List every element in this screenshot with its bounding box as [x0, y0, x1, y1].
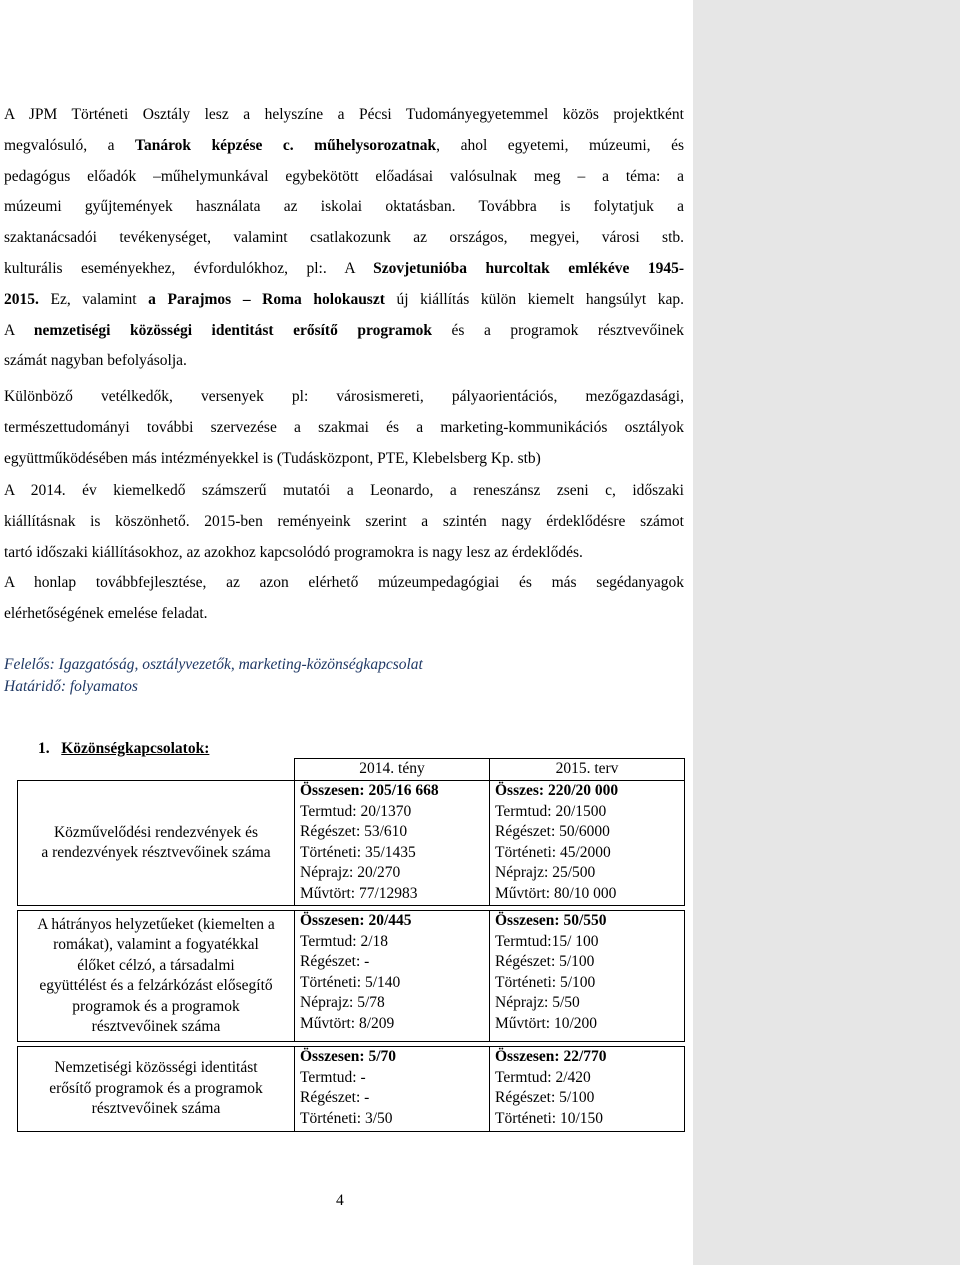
text-line: megvalósuló, a	[4, 136, 136, 154]
cell-2014	[295, 781, 490, 906]
text-line: elérhetőségének emelése feladat.	[4, 604, 208, 622]
paragraph-competitions	[4, 382, 684, 474]
text-line: Régészet: -	[300, 1089, 370, 1106]
text-line: Termtud: -	[300, 1068, 366, 1086]
row-description	[18, 781, 295, 906]
text-line: , ahol egyetemi, múzeumi, és	[436, 136, 684, 154]
text-line: A 2014. év kiemelkedő számszerű mutatói a Leonardo, a reneszánsz zseni c, időszaki	[4, 482, 684, 499]
text-line: Régészet: 5/100	[495, 953, 595, 970]
text-line: Művtört: 10/200	[495, 1014, 598, 1032]
text-line: a Parajmos – Roma holokauszt	[148, 290, 385, 308]
text-line: romákat), valamint a fogyatékkal	[53, 936, 259, 953]
text-line: Régészet: -	[300, 953, 370, 970]
text-line: múzeumi gyűjtemények használata az iskolai oktatásban. Továbbra is folytatjuk a	[4, 198, 684, 216]
row-description	[18, 911, 295, 1042]
text-line: a rendezvények résztvevőinek száma	[41, 844, 271, 861]
text-line: Tanárok képzése c. műhelysorozatnak	[135, 136, 437, 154]
text-line: Régészet: 50/6000	[495, 823, 610, 840]
text-line: A	[4, 321, 34, 339]
text-line: Történeti: 3/50	[300, 1109, 393, 1127]
table-header-row	[18, 759, 685, 781]
text-line: résztvevőinek száma	[91, 1100, 221, 1118]
text-line: Termtud: 2/420	[495, 1068, 591, 1086]
cell-2015	[490, 911, 685, 1042]
text-line: Művtört: 8/209	[300, 1014, 395, 1032]
text-line: Összesen: 205/16 668	[300, 782, 439, 799]
text-line: A hátrányos helyzetűeket (kiemelten a	[37, 915, 275, 933]
text-line: együttműködésében más intézményekkel is (Tudásközpont, PTE, Klebelsberg Kp. stb)	[4, 449, 541, 467]
text-line: nemzetiségi közösségi identitást erősítő programok	[33, 321, 432, 339]
section-title	[38, 740, 209, 758]
section-title-text: Közönségkapcsolatok:	[61, 740, 210, 757]
text-line	[4, 131, 684, 162]
paragraph-workshop	[4, 100, 684, 377]
text-line: Néprajz: 5/50	[495, 994, 580, 1011]
text-line: Nemzetiségi közösségi identitást	[54, 1059, 258, 1077]
header-2015: 2015. terv	[490, 759, 685, 781]
text-line: kiállításnak is köszönhető. 2015-ben reményeink szerint a szintén nagy érdeklődésre számot	[4, 512, 684, 530]
paragraph-2014-indicators	[4, 476, 684, 568]
text-line: Összes: 220/20 000	[495, 782, 619, 799]
text-line: tartó időszaki kiállításokhoz, az azokhoz kapcsolódó programokra is nagy lesz az érdeklődés.	[4, 543, 583, 561]
header-2014: 2014. tény	[295, 759, 490, 781]
text-line: Összesen: 5/70	[300, 1048, 397, 1065]
paragraph-website	[4, 568, 684, 630]
text-line: Termtud: 20/1500	[495, 802, 607, 820]
cell-2015	[490, 781, 685, 906]
text-line: A honlap továbbfejlesztése, az azon elérhető múzeumpedagógiai és más segédanyagok	[4, 574, 684, 591]
text-line: új kiállítás külön kiemelt hangsúlyt kap.	[384, 290, 684, 308]
text-line: Néprajz: 5/78	[300, 994, 385, 1011]
text-line: Néprajz: 20/270	[300, 864, 401, 881]
table-row	[18, 911, 685, 1042]
responsible-line: Felelős: Igazgatóság, osztályvezetők, marketing-közönségkapcsolat	[4, 656, 423, 673]
text-line: Szovjetunióba hurcoltak emlékéve 1945-	[373, 259, 684, 277]
text-line: Történeti: 5/100	[495, 973, 596, 991]
text-line: Ez, valamint	[38, 290, 149, 308]
comment-sidebar	[693, 0, 960, 1265]
responsible-block	[4, 654, 684, 698]
text-line: Történeti: 35/1435	[300, 843, 416, 861]
text-line: Termtud:15/ 100	[495, 932, 599, 950]
text-line: pedagógus előadók –műhelymunkával egybekötött előadásai valósulnak meg – a téma: a	[4, 167, 684, 185]
text-line: Összesen: 22/770	[495, 1048, 607, 1065]
text-line: Néprajz: 25/500	[495, 864, 596, 881]
text-line: Művtört: 77/12983	[300, 884, 418, 902]
text-line	[4, 254, 684, 285]
text-line: Közművelődési rendezvények és	[53, 823, 258, 841]
text-line: Történeti: 10/150	[495, 1109, 604, 1127]
row-description	[18, 1047, 295, 1132]
text-line: szaktanácsadói tevékenységet, valamint csatlakozunk az országos, megyei, városi stb.	[4, 229, 684, 247]
text-line	[4, 316, 684, 347]
text-line: Történeti: 45/2000	[495, 843, 611, 861]
text-line: együttélést és a felzárkózást elősegítő	[39, 977, 273, 994]
text-line: Régészet: 5/100	[495, 1089, 595, 1106]
text-line: számát nagyban befolyásolja.	[4, 352, 187, 370]
text-line: természettudományi további szervezése a szakmai és a marketing-kommunikációs osztályok	[4, 418, 684, 436]
text-line: Régészet: 53/610	[300, 823, 408, 840]
text-line: Különböző vetélkedők, versenyek pl: városismereti, pályaorientációs, mezőgazdasági,	[4, 388, 684, 405]
text-line	[4, 285, 684, 316]
cell-2015	[490, 1047, 685, 1132]
text-line: kulturális eseményekhez, évfordulókhoz, pl:. A	[4, 259, 374, 277]
table-row	[18, 1047, 685, 1132]
text-line: Művtört: 80/10 000	[495, 884, 617, 902]
text-line: 2015.	[4, 290, 39, 308]
text-line: Összesen: 20/445	[300, 912, 412, 929]
text-line: Termtud: 20/1370	[300, 802, 412, 820]
text-line: Összesen: 50/550	[495, 912, 607, 929]
text-line: A JPM Történeti Osztály lesz a helyszíne a Pécsi Tudományegyetemmel közös projektként	[4, 106, 684, 123]
deadline-line: Határidő: folyamatos	[4, 678, 138, 695]
section-number: 1.	[38, 740, 50, 757]
cell-2014	[295, 911, 490, 1042]
public-relations-table	[17, 758, 685, 1132]
text-line: programok és a programok	[72, 997, 240, 1015]
text-line: Termtud: 2/18	[300, 932, 389, 950]
cell-2014	[295, 1047, 490, 1132]
text-line: és a programok résztvevőinek	[432, 321, 684, 339]
text-line: Történeti: 5/140	[300, 973, 401, 991]
text-line: élőket célzó, a társadalmi	[77, 956, 235, 974]
header-blank-cell	[18, 759, 295, 781]
text-line: erősítő programok és a programok	[49, 1079, 263, 1097]
text-line: résztvevőinek száma	[91, 1018, 221, 1035]
table-row	[18, 781, 685, 906]
page-number: 4	[336, 1192, 344, 1209]
